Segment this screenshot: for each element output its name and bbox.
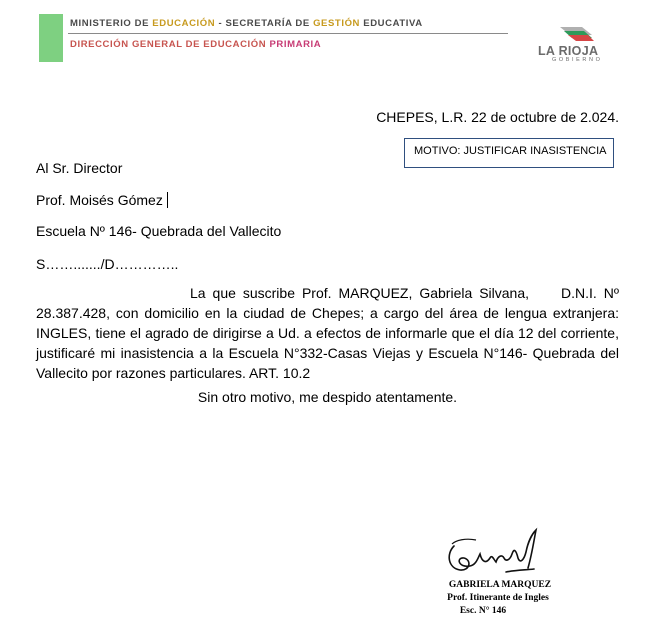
text-cursor [167, 192, 168, 208]
motivo-text: MOTIVO: JUSTIFICAR INASISTENCIA [414, 145, 607, 157]
direction-header: DIRECCIÓN GENERAL DE EDUCACIÓN PRIMARIA [70, 39, 322, 50]
letterhead-green-bar [39, 14, 63, 62]
logo-subtitle: GOBIERNO [552, 57, 603, 63]
recipient-name: Prof. Moisés Gómez [36, 192, 163, 208]
ministry-header: MINISTERIO DE EDUCACIÓN - SECRETARÍA DE GESTIÓN EDUCATIVA [70, 18, 423, 29]
recipient-title: Al Sr. Director [36, 160, 123, 176]
salutation: S……......./D………….. [36, 256, 179, 272]
letterhead-divider [68, 33, 508, 34]
signature-name: GABRIELA MARQUEZ [448, 580, 552, 590]
handwritten-signature [436, 524, 556, 584]
signature-role: Prof. Itinerante de Ingles [447, 593, 549, 603]
logo-name: LA RIOJA [538, 44, 599, 58]
body-paragraph: La que suscribe Prof. MARQUEZ, Gabriela Silvana, D.N.I. Nº 28.387.428, con domicilio en la ciudad de Chepes; a cargo del área de lengua extranjera: INGLES, tiene el agrado de dirigirse a Ud. a efectos de informarle que el día 12 del corriente, justificaré mi inasistencia a la Escuela N°332-Casas Viejas y Escuela N°146- Quebrada del Vallecito por razones particulares. ART. 10.2 [36, 285, 619, 381]
date-line: CHEPES, L.R. 22 de octubre de 2.024. [376, 109, 619, 125]
recipient-name-line [36, 190, 168, 210]
closing-line: Sin otro motivo, me despido atentamente. [197, 389, 458, 405]
signature-school: Esc. N° 146 [459, 606, 507, 616]
recipient-school: Escuela Nº 146- Quebrada del Vallecito [36, 223, 282, 239]
